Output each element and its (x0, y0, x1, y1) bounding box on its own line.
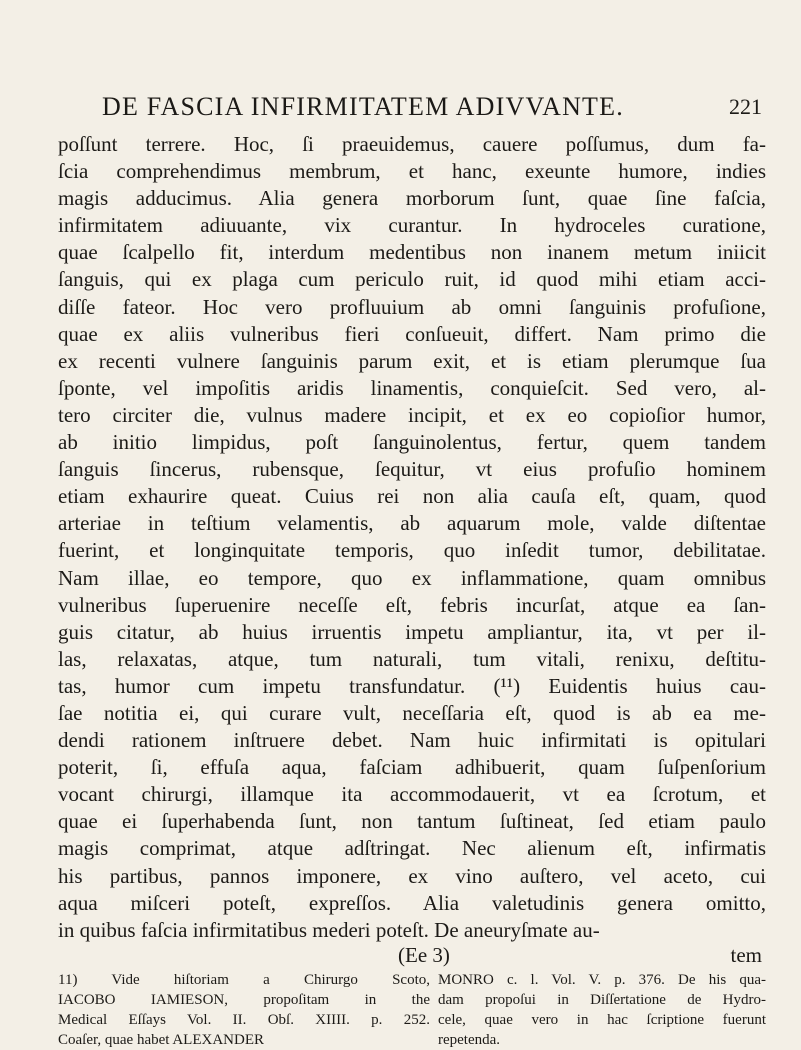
text-line: las, relaxatas, atque, tum naturali, tum vitali, renixu, deſtitu- (58, 646, 766, 671)
signature-mark: (Ee 3) (398, 943, 450, 967)
text-line: magis comprimat, atque adſtringat. Nec alienum eſt, infirmatis (58, 836, 766, 861)
text-line: quae ei ſuperhabenda ſunt, non tantum ſuſtineat, ſed etiam paulo (58, 809, 766, 834)
text-line: tas, humor cum impetu transfundatur. (¹¹) Euidentis huius cau- (58, 673, 766, 698)
text-line: Nam illae, eo tempore, quo ex inflammatione, quam omnibus (58, 565, 766, 590)
footnote-line: repetenda. (438, 1032, 501, 1048)
footnote-line: 11) Vide hiſtoriam a Chirurgo Scoto, (58, 972, 430, 988)
footnote-line: cele, quae vero in hac ſcriptione fuerunt (438, 1012, 766, 1028)
page-number: 221 (729, 94, 762, 119)
text-line: poſſunt terrere. Hoc, ſi praeuidemus, cauere poſſumus, dum fa- (58, 132, 766, 156)
text-line: his partibus, pannos imponere, ex vino auſtero, vel aceto, cui (58, 863, 766, 888)
text-line: diſſe fateor. Hoc vero profluuium ab omni ſanguinis profuſione, (58, 294, 766, 319)
footnote-column-left (58, 970, 430, 1050)
text-line: quae ſcalpello fit, interdum medentibus non inanem metum iniicit (58, 240, 766, 265)
text-line: infirmitatem adiuuante, vix curantur. In hydroceles curatione, (58, 213, 766, 238)
footnote-line: IACOBO IAMIESON, propoſitam in the (58, 992, 430, 1008)
text-line: poterit, ſi, effuſa aqua, faſciam adhibuerit, quam ſuſpenſorium (58, 755, 766, 780)
running-title: DE FASCIA INFIRMITATEM ADIVVANTE. (102, 92, 624, 121)
text-line: ab initio limpidus, poſt ſanguinolentus, fertur, quem tandem (58, 430, 766, 455)
footnote-line: MONRO c. l. Vol. V. p. 376. De his qua- (438, 972, 766, 988)
text-line: ſcia comprehendimus membrum, et hanc, exeunte humore, indies (58, 159, 766, 184)
text-line: magis adducimus. Alia genera morborum ſunt, quae ſine faſcia, (58, 186, 766, 211)
signature-row (58, 943, 766, 969)
text-line: in quibus faſcia infirmitatibus mederi poteſt. De aneuryſmate au- (58, 917, 600, 942)
text-line: guis citatur, ab huius irruentis impetu ampliantur, ita, vt per il- (58, 619, 766, 644)
body-text (58, 131, 766, 944)
text-line: vocant chirurgi, illamque ita accommodauerit, vt ea ſcrotum, et (58, 782, 766, 807)
text-line: arteriae in teſtium velamentis, ab aquarum mole, valde diſtentae (58, 511, 766, 536)
text-line: vulneribus ſuperuenire neceſſe eſt, febris incurſat, atque ea ſan- (58, 592, 766, 617)
text-line: etiam exhaurire queat. Cuius rei non alia cauſa eſt, quam, quod (58, 484, 766, 509)
catchword: tem (730, 943, 762, 967)
text-line: ſanguis ſincerus, rubensque, ſequitur, vt eius profuſio hominem (58, 457, 766, 482)
text-line: aqua miſceri poteſt, expreſſos. Alia valetudinis genera omitto, (58, 890, 766, 915)
text-line: quae ex aliis vulneribus fieri conſueuit, differt. Nam primo die (58, 321, 766, 346)
text-line: ſanguis, qui ex plaga cum periculo ruit, id quod mihi etiam acci- (58, 267, 766, 292)
running-head (102, 92, 762, 128)
footnote-line: Medical Eſſays Vol. II. Obſ. XIIII. p. 252. (58, 1012, 430, 1028)
text-line: fuerint, et longinquitate temporis, quo inſedit tumor, debilitatae. (58, 538, 766, 563)
footnote-column-right (438, 970, 766, 1050)
footnotes (58, 970, 766, 1048)
text-line: dendi rationem inſtruere debet. Nam huic infirmitati is opitulari (58, 728, 766, 753)
footnote-line: dam propoſui in Diſſertatione de Hydro- (438, 992, 766, 1008)
text-line: ſponte, vel impoſitis aridis linamentis, conquieſcit. Sed vero, al- (58, 375, 766, 400)
footnote-line: Coaſer, quae habet ALEXANDER (58, 1032, 265, 1048)
text-line: ſae notitia ei, qui curare vult, neceſſaria eſt, quod is ab ea me- (58, 700, 766, 725)
text-line: ex recenti vulnere ſanguinis parum exit, et is etiam plerumque ſua (58, 348, 766, 373)
text-line: tero circiter die, vulnus madere incipit, et ex eo copioſior humor, (58, 402, 766, 427)
